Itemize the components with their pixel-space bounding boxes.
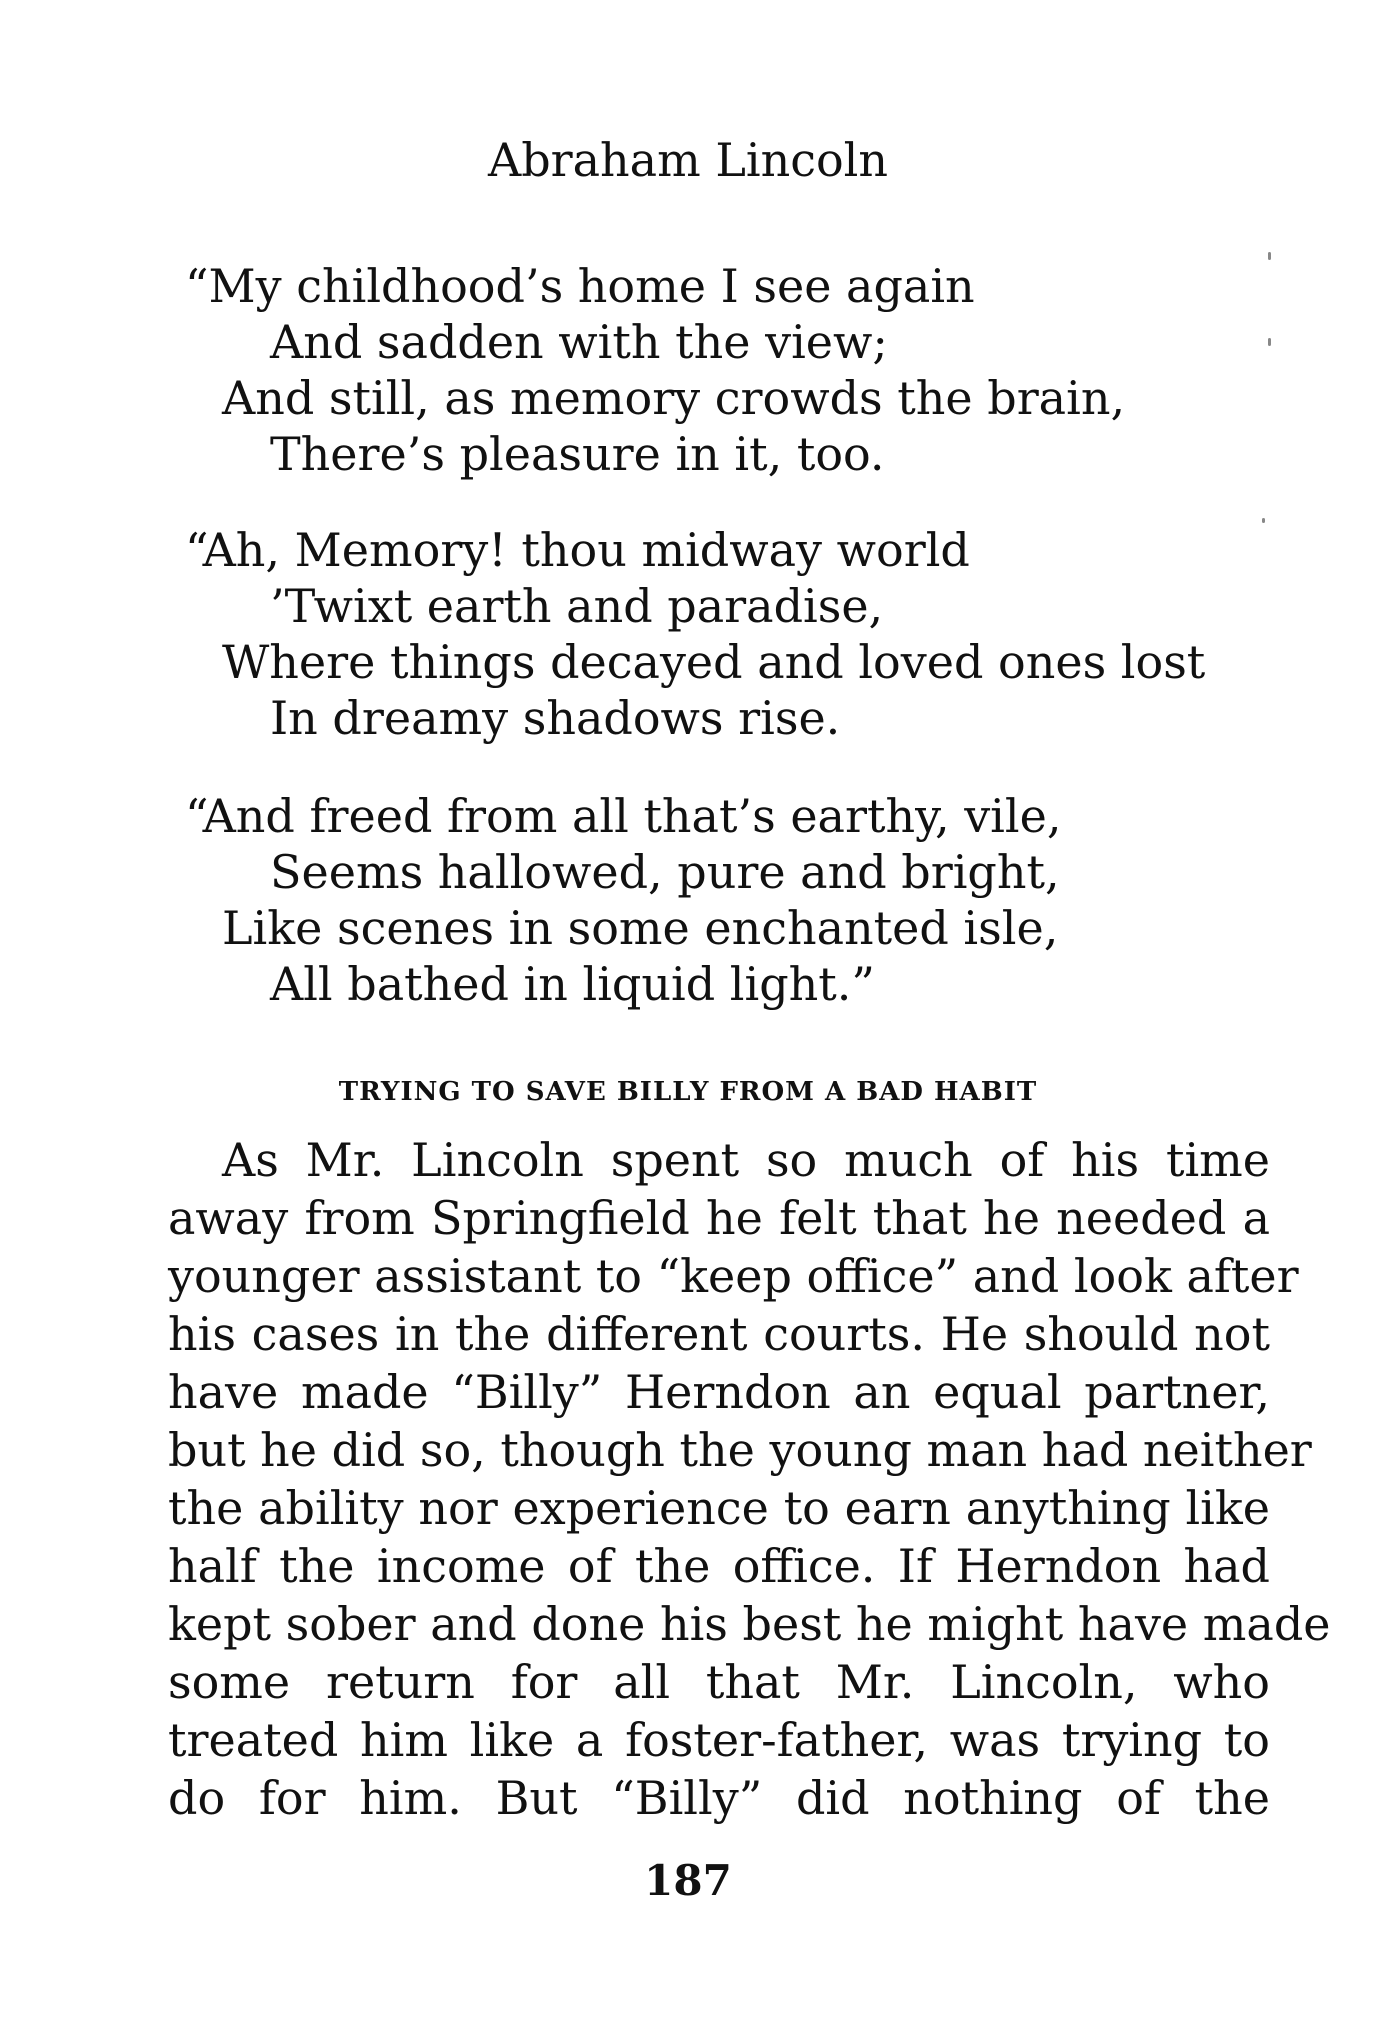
paragraph-line: but he did so, though the young man had neither [168,1423,1312,1477]
paragraph-line: the ability nor experience to earn anything like [168,1481,1270,1535]
scan-speck [1262,518,1265,523]
section-heading: TRYING TO SAVE BILLY FROM A BAD HABIT [338,1077,1038,1107]
poem-line: There’s pleasure in it, too. [270,427,885,481]
poem-line: Like scenes in some enchanted isle, [222,901,1059,955]
paragraph-line: away from Springfield he felt that he needed a [168,1191,1270,1245]
poem-line: “And freed from all that’s earthy, vile, [185,789,1062,843]
page-number: 187 [644,1856,732,1905]
poem-line: ’Twixt earth and paradise, [270,579,884,633]
poem-line: Where things decayed and loved ones lost [222,635,1206,689]
paragraph-line: his cases in the different courts. He should not [168,1307,1270,1361]
paragraph-line: have made “Billy” Herndon an equal partner, [168,1365,1270,1419]
paragraph-line: treated him like a foster-father, was trying to [168,1713,1270,1767]
scan-speck [1268,338,1271,346]
poem-line: “Ah, Memory! thou midway world [185,523,970,577]
poem-line: “My childhood’s home I see again [185,259,975,313]
running-head: Abraham Lincoln [487,133,889,187]
poem-line: And still, as memory crowds the brain, [222,371,1126,425]
paragraph-line: do for him. But “Billy” did nothing of the [168,1771,1270,1825]
poem-line: Seems hallowed, pure and bright, [270,845,1060,899]
poem-line: In dreamy shadows rise. [270,691,841,745]
paragraph-line: younger assistant to “keep office” and look after [168,1249,1299,1303]
scan-speck [1268,252,1271,260]
paragraph-line: As Mr. Lincoln spent so much of his time [222,1133,1270,1187]
paragraph-line: half the income of the office. If Herndon had [168,1539,1270,1593]
poem-line: And sadden with the view; [270,315,888,369]
poem-line: All bathed in liquid light.” [270,957,875,1011]
paragraph-line: some return for all that Mr. Lincoln, who [168,1655,1270,1709]
paragraph-line: kept sober and done his best he might have made [168,1597,1331,1651]
